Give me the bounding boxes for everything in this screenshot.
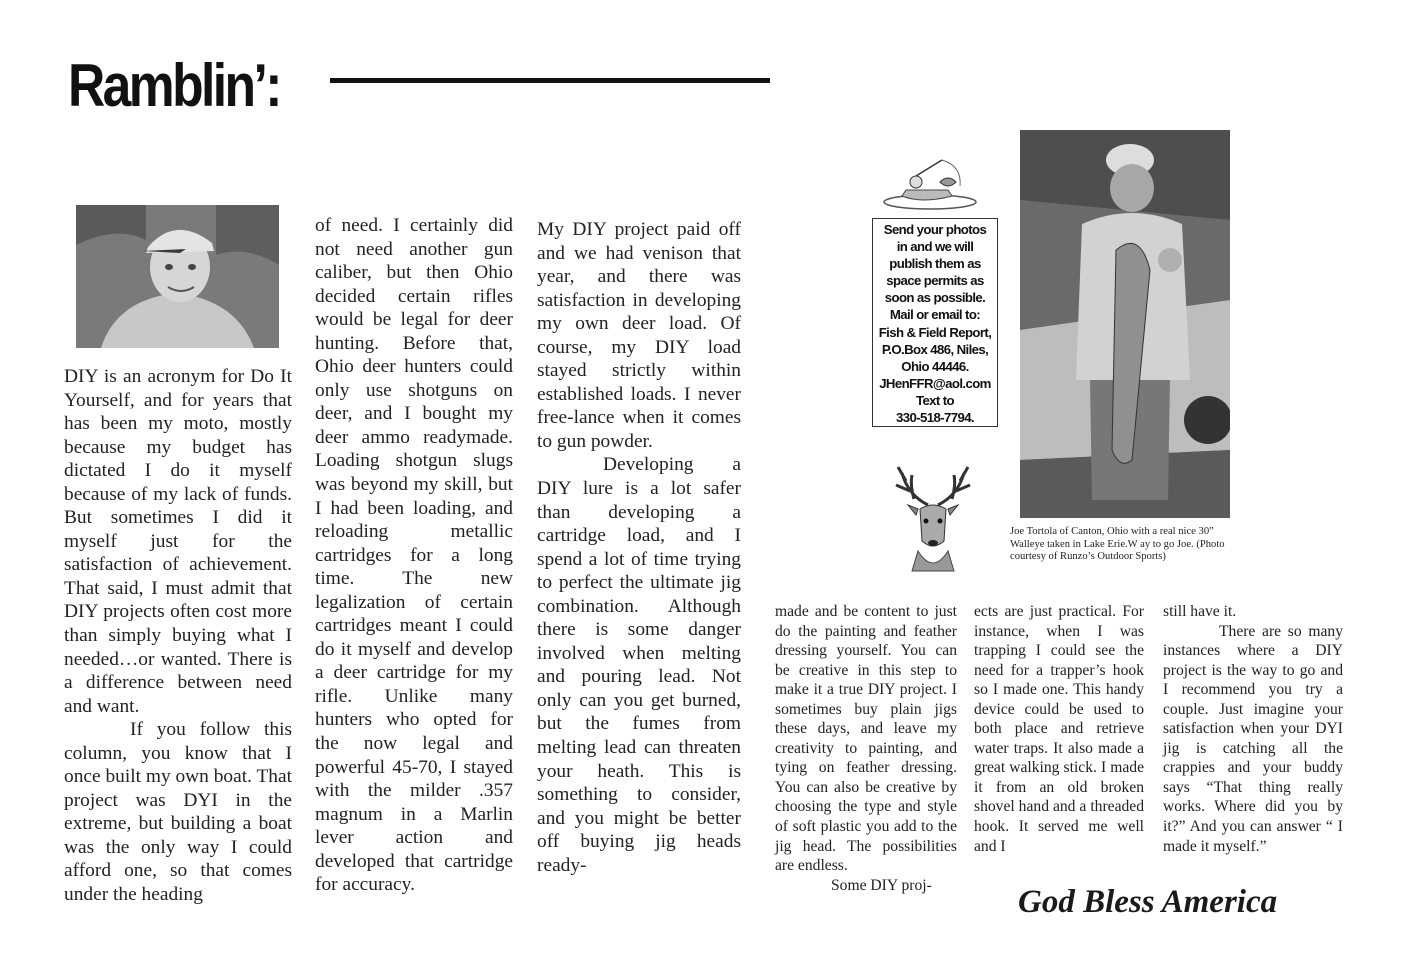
notice-line: P.O.Box 486, Niles, — [881, 341, 989, 357]
notice-email: JHenFFR@aol.com — [879, 375, 991, 391]
article-paragraph: made and be content to just do the painting and feather dressing yourself. You can be creative in this step to make it a true DIY project. I sometimes buy plain jigs these days, and leave my creativity to painting, and tying on feather dressing. You can also be creative by choosing the type and style of soft plastic you add to the jig head. The possibilities are endless. — [775, 603, 957, 875]
notice-line: Mail or email to: — [889, 307, 981, 323]
article-column-2 — [315, 214, 513, 897]
article-paragraph: Developing a DIY lure is a lot safer than developing a cartridge load, and I spend a lot of time trying to perfect the ultimate jig combination. Although there is some danger involved when melting and pouring lead. Not only can you get burned, but the fumes from melting lead can threaten your heath. This is something to consider, and you might be better off buying jig heads ready- — [537, 454, 741, 876]
article-paragraph: If you follow this column, you know that I once built my own boat. That project was DYI in the extreme, but building a boat was the only way I could afford one, so that comes under the heading — [64, 719, 292, 906]
article-column-4 — [775, 602, 957, 895]
article-paragraph: There are so many instances where a DIY project is the way to go and I recommend you try a couple. Just imagine your satisfaction when your DYI jig is catching all the crappies and your buddy says “That thing really works. Where did you by it?” And you can answer “ I made it myself.” — [1163, 622, 1343, 855]
notice-line: Fish & Field Report, — [878, 324, 992, 340]
notice-line: Ohio 44446. — [901, 358, 969, 374]
article-column-3 — [537, 218, 741, 877]
column-masthead: Ramblin’: — [68, 52, 280, 119]
notice-line: space permits as — [886, 273, 984, 289]
fishing-cartoon-icon — [882, 156, 982, 212]
article-column-6 — [1163, 602, 1343, 856]
article-paragraph: still have it. — [1163, 603, 1237, 620]
article-paragraph: ects are just practical. For instance, when I was trapping I could see the need for a trapper’s hook so I made one. This handy device could be used to both place and retrieve water traps. It also made a great walking stick. I made it from an old broken shovel hand and a threaded hook. It served me well and I — [974, 603, 1144, 855]
article-paragraph: Some DIY proj- — [831, 876, 932, 894]
notice-line: soon as possible. — [884, 290, 986, 306]
article-paragraph: of need. I certainly did not need another gun caliber, but then Ohio decided certain rifles would be legal for deer hunting. Before that, Ohio deer hunters could only use shotguns on deer, and I bought my deer ammo readymade. Loading shotgun slugs was beyond my skill, but I had been loading, and reloading metallic cartridges for a long time. The new legalization of certain cartridges meant I could do it myself and develop a deer cartridge for my rifle. Unlike many hunters who opted for the now legal and powerful 45-70, I stayed with the milder .357 magnum in a Marlin lever action and developed that cartridge for accuracy. — [315, 215, 513, 896]
closing-motto: God Bless America — [1018, 884, 1278, 920]
deer-head-icon — [888, 455, 978, 575]
notice-line: publish them as — [889, 256, 981, 272]
photo-submission-notice — [872, 218, 998, 427]
photo-caption: Joe Tortola of Canton, Ohio with a real nice 30” Walleye taken in Lake Erie.W ay to go Joe. (Photo courtesy of Runzo’s Outdoor Sports) — [1010, 526, 1225, 563]
article-column-5 — [974, 602, 1144, 856]
notice-line: Text to — [915, 392, 955, 408]
masthead-rule — [330, 78, 770, 83]
author-portrait-photo — [76, 205, 279, 348]
notice-line: Send your photos — [883, 222, 987, 237]
article-paragraph: DIY is an acronym for Do It Yourself, and for years that has been my moto, mostly because my budget has dictated I do it myself because of my lack of funds. But sometimes I did it myself just for the satisfaction of achievement. That said, I must admit that DIY projects often cost more than simply buying what I needed…or wanted. There is a difference between need and want. — [64, 366, 292, 717]
article-paragraph: My DIY project paid off and we had venison that year, and there was satisfaction in developing my own deer load. Of course, my DIY load stayed strictly within established loads. I never free-lance when it comes to gun powder. — [537, 219, 741, 452]
notice-phone: 330-518-7794. — [896, 410, 974, 426]
angler-walleye-photo — [1020, 130, 1230, 518]
article-column-1 — [64, 365, 292, 907]
notice-line: in and we will — [896, 239, 974, 255]
